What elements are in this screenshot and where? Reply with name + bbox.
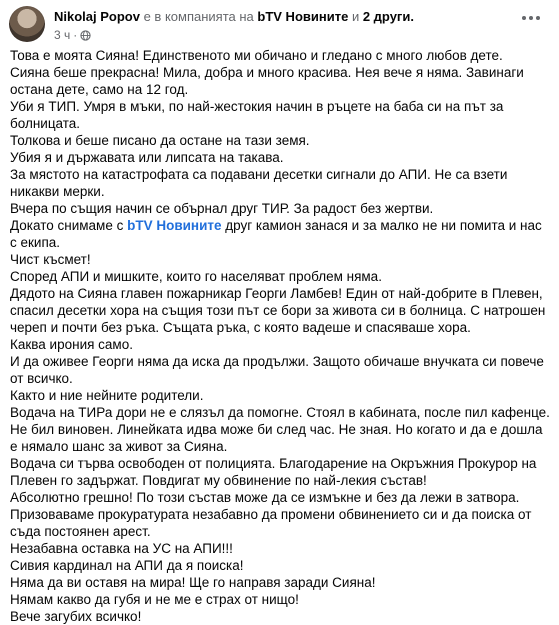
others-link[interactable]: 2 други <box>362 9 411 24</box>
post-line: Убия я и държавата или липсата на такава. <box>10 150 284 165</box>
post-line: Водача на ТИРа дори не е слязъл да помогне. Стоял в кабината, после пил кафенце. Не бил виновен. Линейката идва може би след час. Не зная. Но когато и да е дошла е нямало шанс за живот за Сияна. <box>10 405 550 454</box>
post-line: Призоваваме прокуратурата незабавно да промени обвинението си и да поиска от съда постоянен арест. <box>10 507 532 539</box>
author-line <box>54 9 414 25</box>
company-and: и <box>351 9 360 24</box>
post-line: Няма да ви оставя на мира! Ще го направя заради Сияна! <box>10 575 376 590</box>
post-line: Според АПИ и мишките, които го населяват проблем няма. <box>10 269 382 284</box>
btv-tag-link[interactable]: bTV Новините <box>127 218 222 233</box>
author-avatar[interactable] <box>9 6 45 42</box>
post-line: Чист късмет! <box>10 252 91 267</box>
header-period: . <box>410 9 414 24</box>
post-line: Водача си търва освободен от полицията. Благодарение на Окръжния Прокурор на Плевен го задържат. Повдигат му обвинение по най-лекия състав! <box>10 456 537 488</box>
post-line: Вчера по същия начин се обърнал друг ТИР. За радост без жертви. <box>10 201 434 216</box>
post-line: Уби я ТИП. Умря в мъки, по най-жестокия начин в ръцете на баба си на път за болницата. <box>10 99 504 131</box>
post-line: Вече загубих всичко! <box>10 609 142 624</box>
time-separator: · <box>73 28 78 42</box>
post-line-with-tag <box>10 217 550 251</box>
post-line: Нямам какво да губя и не ме е страх от нищо! <box>10 592 299 607</box>
company-prefix: е в компанията на <box>143 9 254 24</box>
more-options-icon[interactable] <box>517 8 545 28</box>
post-line: Каква ирония само. <box>10 337 133 352</box>
tag-line-before: Докато снимаме с <box>10 218 128 233</box>
author-name[interactable]: Nikolaj Popov <box>54 9 140 24</box>
post-line: И да оживее Георги няма да иска да продължи. Защото обичаше внучката си повече от всичко. <box>10 354 544 386</box>
post-time-line <box>54 28 414 42</box>
post-header <box>9 6 414 42</box>
globe-icon <box>80 30 91 41</box>
company-tag[interactable]: bTV Новините <box>257 9 349 24</box>
post-line: Сияна беше прекрасна! Мила, добра и много красива. Нея вече я няма. Завинаги остана дете, само на 12 год. <box>10 65 524 97</box>
post-line: Толкова и беше писано да остане на тази земя. <box>10 133 310 148</box>
post-meta <box>54 9 414 42</box>
post-line: Дядото на Сияна главен пожарникар Георги Ламбев! Един от най-добрите в Плевен, спасил десетки хора на същия този път се бори за живота си в болница. С натрошен череп и почти без ръка. Същата ръка, с която вадеше и спасяваше хора. <box>10 286 546 335</box>
post-time[interactable]: 3 ч <box>54 28 71 42</box>
post-line: Незабавна оставка на УС на АПИ!!! <box>10 541 233 556</box>
post-body <box>10 47 550 625</box>
tag-line-after: друг камион занася и за малко не ни помита и нас с екипа. <box>10 218 542 250</box>
post-line: Абсолютно грешно! По този състав може да се измъкне и без да лежи в затвора. <box>10 490 520 505</box>
post-line: Това е моята Сияна! Единственото ми обичано и гледано с много любов дете. <box>10 48 503 63</box>
post-line: Сивия кардинал на АПИ да я поиска! <box>10 558 244 573</box>
post-line: За мястото на катастрофата са подавани десетки сигнали до АПИ. Не са взети никакви мерки. <box>10 167 508 199</box>
post-line: Както и ние нейните родители. <box>10 388 204 403</box>
